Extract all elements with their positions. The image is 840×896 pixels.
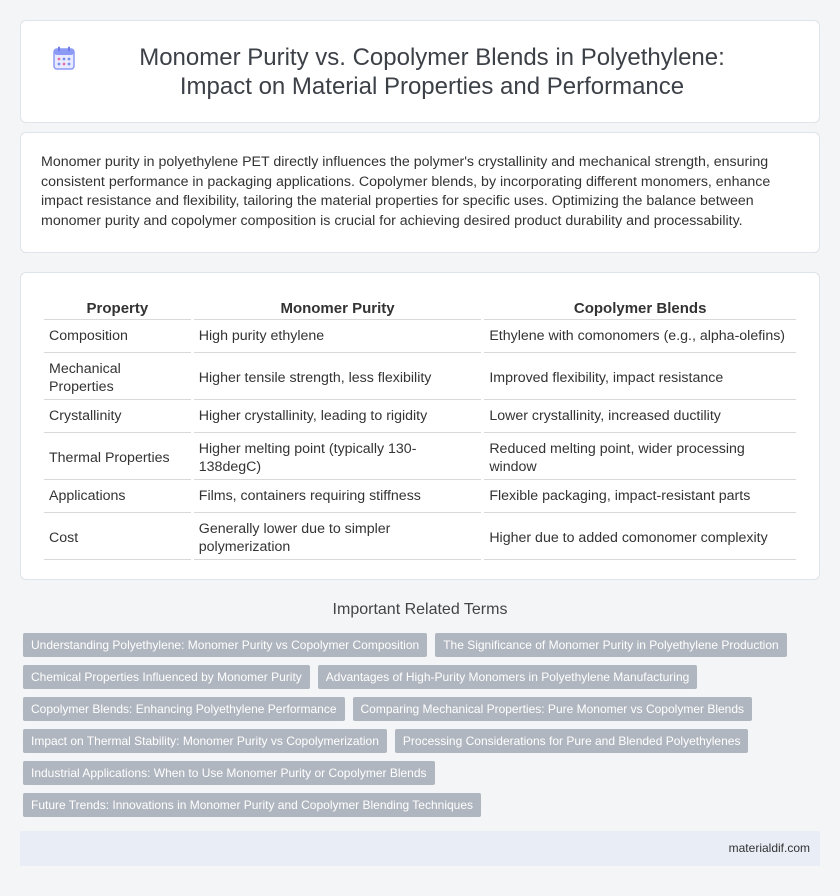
row-property: Crystallinity	[44, 400, 191, 433]
row-copolymer-value: Higher due to added comonomer complexity	[484, 513, 796, 560]
summary-text: Monomer purity in polyethylene PET directly influences the polymer's crystallinity and mechanical strength, ensuring consistent performance in packaging applications. Copolymer blends, by incorporating different monomers, enhance impact resistance and flexibility, tailoring the material properties for specific uses. Optimizing the balance between monomer purity and copolymer composition is crucial for achieving desired product durability and processability.	[41, 154, 771, 229]
related-term-tag[interactable]: Future Trends: Innovations in Monomer Purity and Copolymer Blending Techniques	[23, 793, 481, 817]
table-row	[44, 320, 796, 353]
table-row	[44, 433, 796, 480]
row-property: Applications	[44, 480, 191, 513]
related-term-tag[interactable]: Impact on Thermal Stability: Monomer Purity vs Copolymerization	[23, 729, 387, 753]
row-copolymer-value: Lower crystallinity, increased ductility	[484, 400, 796, 433]
comparison-table	[41, 297, 799, 560]
tag-row	[23, 761, 803, 785]
tag-row	[23, 633, 803, 657]
table-header-row	[44, 297, 796, 320]
row-monomer-value: Higher crystallinity, leading to rigidity	[194, 400, 482, 433]
related-terms-tags	[23, 633, 803, 825]
row-property: Composition	[44, 320, 191, 353]
row-property: Thermal Properties	[44, 433, 191, 480]
row-monomer-value: Films, containers requiring stiffness	[194, 480, 482, 513]
tag-row	[23, 793, 803, 817]
related-term-tag[interactable]: Copolymer Blends: Enhancing Polyethylene Performance	[23, 697, 345, 721]
row-monomer-value: Higher tensile strength, less flexibility	[194, 353, 482, 400]
header-monomer-purity: Monomer Purity	[194, 297, 482, 320]
table-row	[44, 353, 796, 400]
related-term-tag[interactable]: Comparing Mechanical Properties: Pure Monomer vs Copolymer Blends	[353, 697, 753, 721]
related-term-tag[interactable]: Industrial Applications: When to Use Monomer Purity or Copolymer Blends	[23, 761, 435, 785]
row-copolymer-value: Improved flexibility, impact resistance	[484, 353, 796, 400]
tag-row	[23, 697, 803, 721]
header-card	[20, 20, 820, 123]
tag-row	[23, 665, 803, 689]
summary-card	[20, 132, 820, 253]
related-term-tag[interactable]: Processing Considerations for Pure and Blended Polyethylenes	[395, 729, 749, 753]
related-terms-heading: Important Related Terms	[332, 601, 508, 618]
comparison-table-card	[20, 272, 820, 580]
page-title: Monomer Purity vs. Copolymer Blends in Polyethylene: Impact on Material Properties and Performance	[139, 44, 725, 100]
tag-row	[23, 729, 803, 753]
row-monomer-value: High purity ethylene	[194, 320, 482, 353]
related-term-tag[interactable]: The Significance of Monomer Purity in Polyethylene Production	[435, 633, 787, 657]
row-monomer-value: Higher melting point (typically 130-138degC)	[194, 433, 482, 480]
row-copolymer-value: Flexible packaging, impact-resistant parts	[484, 480, 796, 513]
related-term-tag[interactable]: Chemical Properties Influenced by Monomer Purity	[23, 665, 310, 689]
related-term-tag[interactable]: Advantages of High-Purity Monomers in Polyethylene Manufacturing	[318, 665, 698, 689]
header-property: Property	[44, 297, 191, 320]
row-monomer-value: Generally lower due to simpler polymerization	[194, 513, 482, 560]
table-row	[44, 513, 796, 560]
header-copolymer-blends: Copolymer Blends	[484, 297, 796, 320]
table-row	[44, 480, 796, 513]
row-property: Cost	[44, 513, 191, 560]
footer	[20, 831, 820, 866]
table-row	[44, 400, 796, 433]
row-copolymer-value: Reduced melting point, wider processing window	[484, 433, 796, 480]
footer-site-link[interactable]: materialdif.com	[728, 841, 810, 855]
row-copolymer-value: Ethylene with comonomers (e.g., alpha-olefins)	[484, 320, 796, 353]
related-term-tag[interactable]: Understanding Polyethylene: Monomer Purity vs Copolymer Composition	[23, 633, 427, 657]
row-property: Mechanical Properties	[44, 353, 191, 400]
